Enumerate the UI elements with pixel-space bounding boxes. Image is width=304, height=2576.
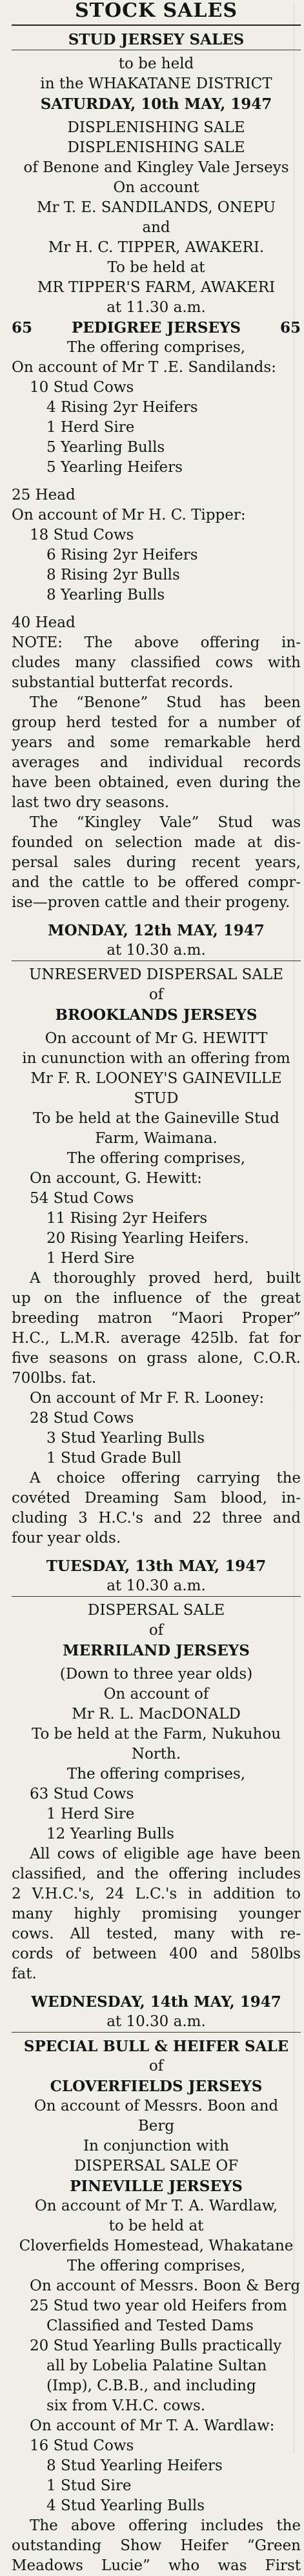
paragraph-line: A choice offering carrying the xyxy=(30,1470,301,1487)
text-line: STUD xyxy=(134,1090,179,1107)
sale-wednesday xyxy=(12,1992,301,2576)
paragraph-line: up on the influence of the great xyxy=(12,1290,301,1307)
list-item: 5 Yearling Heifers xyxy=(46,459,183,476)
list-item: 18 Stud Cows xyxy=(30,527,134,543)
paragraph-line: many highly promising younger xyxy=(12,1906,301,1922)
list-item: 5 Yearling Bulls xyxy=(46,439,165,456)
text-line: (Down to three year olds) xyxy=(59,1666,253,1683)
herd-name: MERRILAND JERSEYS xyxy=(63,1642,250,1659)
paragraph-line: cows. All tested, many with re- xyxy=(12,1926,301,1942)
paragraph-line: last two dry seasons. xyxy=(12,794,170,811)
sale-title: SPECIAL BULL & HEIFER SALE xyxy=(23,2038,289,2055)
sale-time: at 11.30 a.m. xyxy=(106,299,206,316)
paragraph-line: cords of between 400 and 580lbs xyxy=(12,1946,301,1962)
list-item: 6 Rising 2yr Heifers xyxy=(46,547,198,563)
list-item: 10 Stud Cows xyxy=(30,379,134,396)
stock-sales-column xyxy=(12,0,301,2576)
sale-saturday xyxy=(12,30,301,913)
divider xyxy=(12,1596,301,1597)
paragraph-line: have been obtained, even during the xyxy=(12,774,301,791)
paragraph-line: A thoroughly proved herd, built xyxy=(30,1270,301,1287)
text-line: In conjunction with xyxy=(83,2138,230,2154)
sale-title: UNRESERVED DISPERSAL SALE xyxy=(28,966,284,983)
text-line: Mr T. E. SANDILANDS, ONEPU xyxy=(36,199,276,216)
text-line: of xyxy=(148,986,164,1003)
text-line: in the WHAKATANE DISTRICT xyxy=(40,75,272,92)
list-item: 28 Stud Cows xyxy=(30,1410,134,1427)
list-item: 1 Herd Sire xyxy=(46,1250,135,1267)
text-line: On account xyxy=(113,179,199,196)
list-item: 8 Rising 2yr Bulls xyxy=(46,567,180,583)
paragraph-line: 700lbs. fat. xyxy=(12,1370,97,1387)
sale-time: at 10.30 a.m. xyxy=(106,942,206,959)
paragraph-line: The “Kingley Vale” Stud was xyxy=(30,814,301,831)
text-line: to be held xyxy=(118,55,194,72)
venue-line: MR TIPPER'S FARM, AWAKERI xyxy=(37,279,276,296)
list-item: 1 Herd Sire xyxy=(46,419,135,436)
divider xyxy=(12,2032,301,2033)
list-item: 12 Yearling Bulls xyxy=(46,1826,174,1842)
venue-line: Cloverfields Homestead, Whakatane xyxy=(19,2238,294,2254)
list-item: 54 Stud Cows xyxy=(30,1190,134,1207)
list-item: six from V.H.C. cows. xyxy=(46,2397,206,2414)
herd-name: BROOKLANDS JERSEYS xyxy=(55,1006,258,1024)
sale-time: at 10.30 a.m. xyxy=(106,1577,206,1594)
head-count-right: 65 xyxy=(279,319,301,337)
sale-date: SATURDAY, 10th MAY, 1947 xyxy=(40,95,272,113)
text-line: On account of Messrs. Boon and xyxy=(34,2098,279,2114)
sale-monday xyxy=(12,921,301,1548)
text-line: On account of Mr T. A. Wardlaw, xyxy=(34,2198,278,2214)
sale-date: TUESDAY, 13th MAY, 1947 xyxy=(46,1557,267,1575)
venue-line: to be held at xyxy=(108,2218,204,2234)
note-line: NOTE: The above offering in- xyxy=(12,634,301,651)
herd-name: PINEVILLE JERSEYS xyxy=(70,2178,243,2195)
paragraph-line: 2 V.H.C.'s, 24 L.C.'s in addition to xyxy=(12,1886,301,1902)
venue-line: To be held at the Gaineville Stud xyxy=(33,1110,279,1127)
text-line: Mr H. C. TIPPER, AWAKERI. xyxy=(48,239,265,256)
list-item: Classified and Tested Dams xyxy=(46,2317,254,2334)
list-item: 20 Rising Yearling Heifers. xyxy=(46,1230,249,1247)
pedigree-title: PEDIGREE JERSEYS xyxy=(71,319,241,337)
paragraph-line: breeding matron “Maori Proper” xyxy=(12,1310,301,1327)
note-line: cludes many classified cows with xyxy=(12,654,301,671)
list-item: 4 Stud Yearling Bulls xyxy=(46,2497,205,2514)
paragraph-line: founded on selection made at dis- xyxy=(12,834,301,851)
venue-line: North. xyxy=(131,1746,181,1762)
account-line: On account of Mr T .E. Sandilands: xyxy=(12,359,276,376)
list-item: 4 Rising 2yr Heifers xyxy=(46,399,198,416)
text-line: Mr F. R. LOONEY'S GAINEVILLE xyxy=(30,1070,282,1087)
list-item: 11 Rising 2yr Heifers xyxy=(46,1210,208,1227)
account-line: On account of Messrs. Boon & Berg xyxy=(30,2278,301,2294)
venue-line: To be held at the Farm, Nukuhou xyxy=(31,1726,281,1742)
paragraph-line: classified, and the offering includes xyxy=(12,1866,301,1882)
text-line: The offering comprises, xyxy=(66,339,246,356)
paragraph-line: five seasons on grass alone, C.O.R. xyxy=(12,1350,301,1367)
section-heading: STOCK SALES xyxy=(74,0,238,22)
total-line: 25 Head xyxy=(12,487,76,503)
paragraph-line: Meadows Lucie” who was First xyxy=(12,2557,301,2574)
list-item: 63 Stud Cows xyxy=(30,1786,134,1802)
paragraph-line: years and some remarkable herd xyxy=(12,734,301,751)
text-line: in cununction with an offering from xyxy=(22,1050,290,1067)
text-line: Berg xyxy=(137,2118,175,2134)
paragraph-line: H.C., L.M.R. average 425lb. fat for xyxy=(12,1330,301,1347)
paragraph-line: group herd tested for a number of xyxy=(12,714,301,731)
list-item: 8 Stud Yearling Heifers xyxy=(46,2457,223,2474)
sale-date: WEDNESDAY, 14th MAY, 1947 xyxy=(31,1993,281,2011)
sale-tuesday xyxy=(12,1556,301,1984)
paragraph-line: All cows of eligible age have been xyxy=(30,1846,301,1862)
paragraph-line: persal sales during recent years, xyxy=(12,854,301,871)
paragraph-line: covéted Dreaming Sam blood, in- xyxy=(12,1490,301,1507)
account-line: On account of Mr F. R. Looney: xyxy=(30,1390,265,1407)
list-item: 25 Stud two year old Heifers from xyxy=(30,2298,287,2314)
text-line: and xyxy=(142,219,170,236)
text-line: To be held at xyxy=(107,259,205,276)
owner-line: Mr R. L. MacDONALD xyxy=(72,1706,241,1722)
text-line: On account of xyxy=(103,1686,209,1703)
account-line: On account, G. Hewitt: xyxy=(30,1170,202,1187)
head-count-left: 65 xyxy=(12,319,33,337)
paragraph-line: The above offering includes the xyxy=(30,2517,301,2534)
note-line: substantial butterfat records. xyxy=(12,674,234,691)
text-line: of Benone and Kingley Vale Jerseys xyxy=(23,159,289,176)
sale-title: DISPERSAL SALE OF xyxy=(74,2158,239,2174)
list-item: all by Lobelia Palatine Sultan xyxy=(46,2357,267,2374)
sale-date: MONDAY, 12th MAY, 1947 xyxy=(48,922,265,939)
venue-line: Farm, Waimana. xyxy=(95,1130,218,1147)
paragraph-line: averages and individual records xyxy=(12,754,301,771)
text-line: DISPLENISHING SALE xyxy=(67,139,245,156)
text-line: DISPLENISHING SALE xyxy=(67,119,245,136)
sale-time: at 10.30 a.m. xyxy=(106,2013,206,2030)
sale-title: DISPERSAL SALE xyxy=(87,1602,225,1619)
text-line: of xyxy=(148,2058,164,2074)
heading-rule xyxy=(12,24,301,26)
paragraph-line: four year olds. xyxy=(12,1530,121,1547)
paragraph-line: cluding 3 H.C.'s and 22 three and xyxy=(12,1510,301,1527)
list-item: 16 Stud Cows xyxy=(30,2437,134,2454)
sale-title: STUD JERSEY SALES xyxy=(68,31,245,48)
account-line: On account of Mr H. C. Tipper: xyxy=(12,507,246,523)
paragraph-line: ise—proven cattle and their progeny. xyxy=(12,894,290,911)
text-line: The offering comprises, xyxy=(66,1150,246,1167)
list-item: 1 Stud Sire xyxy=(46,2477,132,2494)
paragraph-line: outstanding Show Heifer “Green xyxy=(12,2537,301,2554)
list-item: 3 Stud Yearling Bulls xyxy=(46,1430,205,1447)
text-line: The offering comprises, xyxy=(66,2258,246,2274)
paragraph-line: The “Benone” Stud has been xyxy=(30,694,301,711)
text-line: of xyxy=(148,1622,164,1639)
list-item: 1 Stud Grade Bull xyxy=(46,1450,181,1467)
total-line: 40 Head xyxy=(12,614,76,631)
list-item: 1 Herd Sire xyxy=(46,1806,135,1822)
account-line: On account of Mr T. A. Wardlaw: xyxy=(30,2417,275,2434)
paragraph-line: and the cattle to be offered compr- xyxy=(12,874,301,891)
list-item: (Imp), C.B.B., and including xyxy=(46,2377,256,2394)
text-line: On account of Mr G. HEWITT xyxy=(45,1030,268,1047)
paragraph-line: fat. xyxy=(12,1966,37,1982)
list-item: 20 Stud Yearling Bulls practically xyxy=(30,2337,282,2354)
herd-name: CLOVERFIELDS JERSEYS xyxy=(50,2078,263,2095)
list-item: 8 Yearling Bulls xyxy=(46,587,165,603)
pedigree-line xyxy=(12,318,301,338)
text-line: The offering comprises, xyxy=(66,1766,246,1782)
